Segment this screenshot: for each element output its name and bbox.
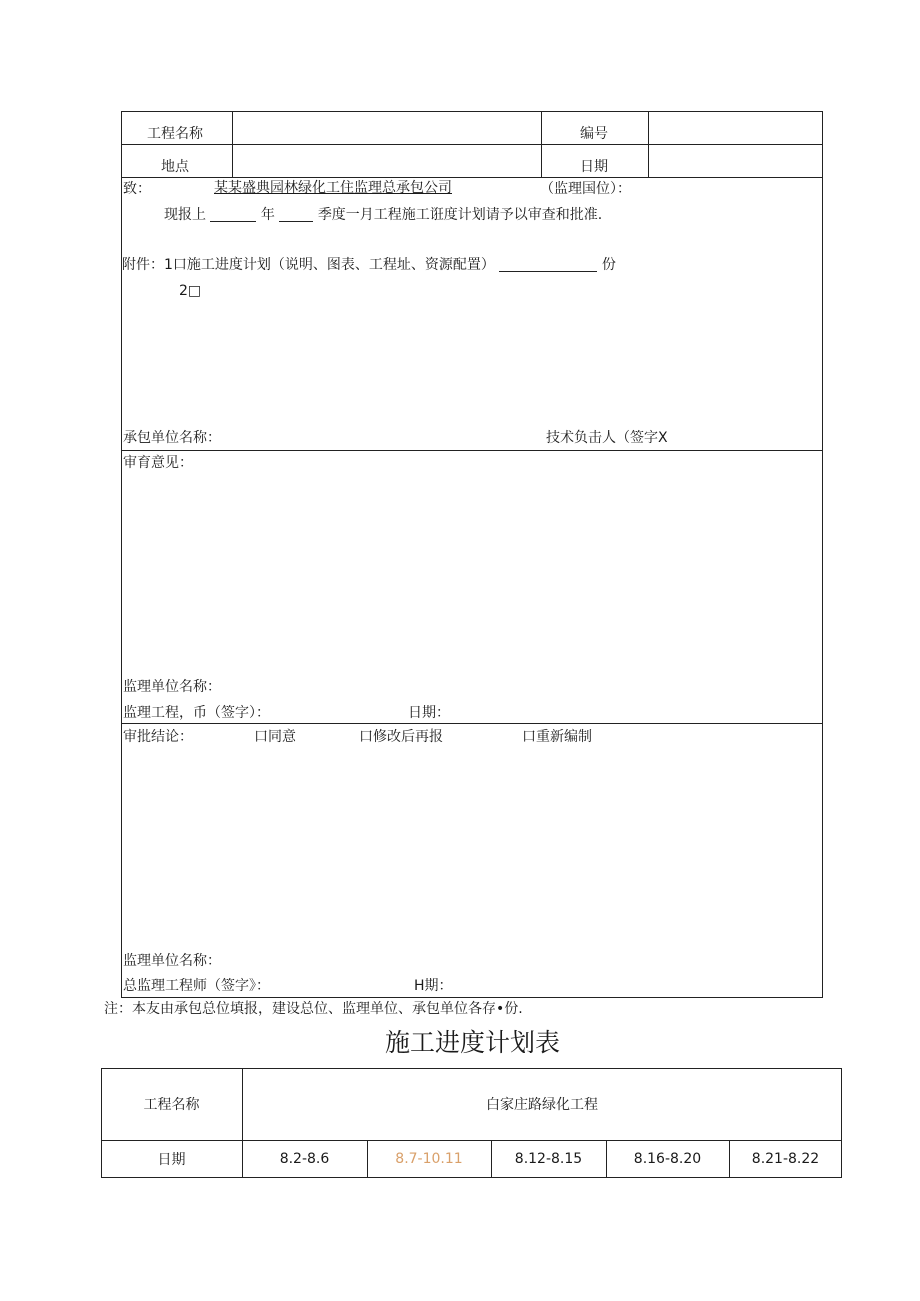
location-label: 地点 <box>161 159 189 175</box>
project-name-field[interactable] <box>240 127 535 143</box>
attachment-unit: 份 <box>601 257 616 273</box>
schedule-name-value: 白家庄路绿化工程 <box>486 1097 598 1113</box>
chief-engineer-label: 总监理工程师（签字》： <box>123 978 270 994</box>
period-cell: 8.12-8.15 <box>514 1151 583 1167</box>
number-label: 编号 <box>580 126 608 142</box>
to-suffix: （监理国位）： <box>540 181 631 197</box>
schedule-title: 施工进度计划表 <box>385 1028 561 1057</box>
report-form <box>121 111 823 998</box>
project-name-label: 工程名称 <box>147 126 203 142</box>
date-label: 日期 <box>580 159 608 175</box>
tech-lead-label: 技术负击人（签字X <box>546 430 668 446</box>
supervisor-engineer-label: 监理工程，币（签字）： <box>123 705 270 721</box>
review-date-label: 日期： <box>408 705 450 721</box>
report-text-1: 现报上 <box>164 207 206 223</box>
col-divider <box>541 111 542 177</box>
option-modify-checkbox[interactable]: 口修改后再报 <box>359 729 443 745</box>
year-blank[interactable] <box>210 207 256 222</box>
row-divider <box>121 177 823 178</box>
report-text-2: 年 <box>260 207 275 223</box>
period-cell: 8.7-10.11 <box>395 1151 463 1167</box>
report-line <box>164 207 602 222</box>
attachment-text: 附件：1口施工进度计划（说明、图表、工程址、资源配置） <box>122 257 495 273</box>
contractor-name-label: 承包单位名称： <box>123 430 221 446</box>
schedule-name-label: 工程名称 <box>143 1097 200 1113</box>
option-agree-checkbox[interactable]: 口同意 <box>254 729 296 745</box>
chief-date-label: H期： <box>414 978 453 994</box>
quarter-blank[interactable] <box>279 207 313 222</box>
period-cell: 8.16-8.20 <box>633 1151 702 1167</box>
section-divider <box>121 723 823 724</box>
supervisor-unit-label-2: 监理单位名称： <box>123 953 221 969</box>
approval-label: 审批结论： <box>123 729 193 745</box>
review-title: 审育意见： <box>123 455 193 471</box>
report-text-3: 季度一月工程施工诳度计划请予以审查和批准. <box>317 207 603 223</box>
option-redo-checkbox[interactable]: 口重新编制 <box>522 729 592 745</box>
attachment-item-2: 2□ <box>179 283 202 299</box>
section-divider <box>121 450 823 451</box>
number-field[interactable] <box>655 127 815 143</box>
period-cell: 8.21-8.22 <box>751 1151 820 1167</box>
period-cell: 8.2-8.6 <box>279 1151 330 1167</box>
copies-blank[interactable] <box>499 257 597 272</box>
supervisor-unit-label: 监理单位名称： <box>123 679 221 695</box>
row-divider <box>121 144 823 145</box>
col-divider <box>232 111 233 177</box>
col-divider <box>648 111 649 177</box>
schedule-date-label: 日期 <box>157 1152 186 1168</box>
to-prefix: 致： <box>123 181 151 197</box>
form-note: 注：本友由承包总位填报，建设总位、监理单位、承包单位各存•份. <box>104 1001 523 1017</box>
date-field[interactable] <box>655 160 815 176</box>
location-field[interactable] <box>240 160 535 176</box>
attachment-line <box>122 257 616 272</box>
to-company: 某某盛典园林绿化工住监理总承包公司 <box>214 180 452 196</box>
